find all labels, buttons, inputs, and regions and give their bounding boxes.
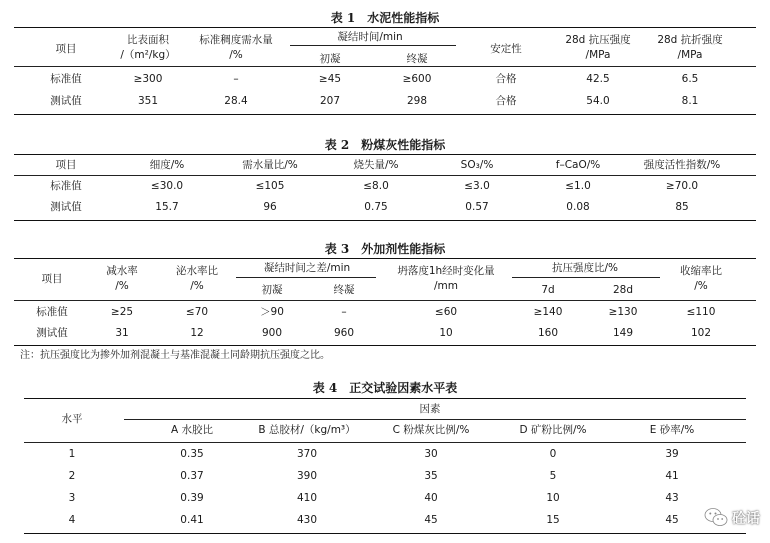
table2-header-loi: 烧失量/% bbox=[353, 159, 399, 171]
table4-title: 表 4 正交试验因素水平表 bbox=[312, 381, 458, 395]
table1-cell: – bbox=[233, 73, 239, 85]
table2-header-water-ratio: 需水量比/% bbox=[242, 159, 298, 171]
table1-header-rule bbox=[14, 66, 756, 67]
table4-cell: 410 bbox=[296, 492, 318, 504]
table4-row-level: 4 bbox=[68, 514, 76, 526]
table3-header-final: 终凝 bbox=[333, 284, 355, 296]
table3-header-setting-diff: 凝结时间之差/min bbox=[263, 262, 351, 274]
table2-cell: ≤3.0 bbox=[464, 180, 490, 192]
table1-row1-label: 标准值 bbox=[50, 73, 82, 85]
table2-title: 表 2 粉煤灰性能指标 bbox=[324, 138, 446, 152]
table4-cell: 5 bbox=[549, 470, 557, 482]
table2-cell: 0.75 bbox=[364, 201, 388, 213]
table2-header-activity: 强度活性指数/% bbox=[643, 159, 721, 171]
table1-cell: 207 bbox=[319, 95, 341, 107]
table2-cell: 15.7 bbox=[155, 201, 179, 213]
table4-header-level: 水平 bbox=[61, 413, 83, 425]
table2-header-fineness: 细度/% bbox=[149, 159, 185, 171]
table3-header-shrinkage: 收缩率比 bbox=[680, 265, 722, 277]
table4-cell: 43 bbox=[665, 492, 679, 504]
wechat-icon bbox=[704, 507, 728, 529]
table1-header-water-demand: 标准稠度需水量 bbox=[199, 34, 273, 46]
table4-cell: 0.35 bbox=[180, 448, 204, 460]
table3-cell: 149 bbox=[612, 327, 634, 339]
table1-cell: 54.0 bbox=[586, 95, 610, 107]
table1-header-comp: 28d 抗压强度 bbox=[565, 34, 631, 46]
table1-cell: ≥600 bbox=[402, 73, 432, 85]
table2-cell: 0.08 bbox=[566, 201, 590, 213]
table2-bottom-rule bbox=[14, 220, 756, 221]
table1-title: 表 1 水泥性能指标 bbox=[330, 11, 440, 25]
table3-cell: 960 bbox=[333, 327, 355, 339]
table4-cell: 40 bbox=[424, 492, 438, 504]
table3-header-rule bbox=[14, 300, 756, 301]
table4-row-level: 3 bbox=[68, 492, 76, 504]
table2-cell: ≤8.0 bbox=[363, 180, 389, 192]
table3-header-slump-loss: 坍落度1h经时变化量 bbox=[397, 265, 495, 277]
table4-cell: 41 bbox=[665, 470, 679, 482]
table3-row2-label: 测试值 bbox=[36, 327, 68, 339]
table2-header-fcao: f–CaO/% bbox=[555, 159, 601, 171]
table1-cell: ≥300 bbox=[133, 73, 163, 85]
table4-top-rule bbox=[24, 398, 746, 399]
table4-header-rule bbox=[24, 442, 746, 443]
table4-header-factor: 因素 bbox=[419, 403, 441, 415]
table4-cell: 45 bbox=[424, 514, 438, 526]
table1-header-ssa: 比表面积 bbox=[127, 34, 169, 46]
table4-cell: 45 bbox=[665, 514, 679, 526]
table4-row-level: 1 bbox=[68, 448, 76, 460]
table4-cell: 430 bbox=[296, 514, 318, 526]
table4-header-b: B 总胶材/（kg/m³） bbox=[258, 424, 356, 436]
table1-cell: 合格 bbox=[495, 73, 517, 85]
table2-header-so3: SO₃/% bbox=[460, 159, 494, 171]
table3-header-bleeding-unit: /% bbox=[190, 280, 204, 292]
table3-cell: ≥140 bbox=[533, 306, 563, 318]
table3-cell: 102 bbox=[690, 327, 712, 339]
table4-header-c: C 粉煤灰比例/% bbox=[392, 424, 470, 436]
table4-cell: 30 bbox=[424, 448, 438, 460]
table1-bottom-rule bbox=[14, 114, 756, 115]
table1-cell: 351 bbox=[137, 95, 159, 107]
table3-header-comp-ratio: 抗压强度比/% bbox=[551, 262, 619, 274]
table3-header-water-reduction: 减水率 bbox=[106, 265, 138, 277]
table1-top-rule bbox=[14, 27, 756, 28]
table3-cell: ≥25 bbox=[110, 306, 134, 318]
table2-header-rule bbox=[14, 175, 756, 176]
table4-cell: 0.37 bbox=[180, 470, 204, 482]
table3-header-initial: 初凝 bbox=[261, 284, 283, 296]
table4-bottom-rule bbox=[24, 533, 746, 534]
table3-cell: – bbox=[341, 306, 347, 318]
watermark bbox=[704, 507, 760, 529]
table3-header-28d: 28d bbox=[612, 284, 634, 296]
table4-header-d: D 矿粉比例/% bbox=[519, 424, 587, 436]
table3-header-bleeding: 泌水率比 bbox=[176, 265, 218, 277]
table3-bottom-rule bbox=[14, 345, 756, 346]
table3-cell: ≤60 bbox=[434, 306, 458, 318]
table4-cell: 0.39 bbox=[180, 492, 204, 504]
table1-header-item: 项目 bbox=[55, 43, 77, 55]
table2-row2-label: 测试值 bbox=[50, 201, 82, 213]
table3-cell: ＞90 bbox=[260, 306, 284, 318]
watermark-label: 砼话 bbox=[732, 511, 760, 527]
table1-cell: 8.1 bbox=[681, 95, 699, 107]
table4-cell: 15 bbox=[546, 514, 560, 526]
table2-cell: 96 bbox=[263, 201, 277, 213]
table2-cell: ≤1.0 bbox=[565, 180, 591, 192]
table3-header-7d: 7d bbox=[541, 284, 555, 296]
table3-header-item: 项目 bbox=[41, 273, 63, 285]
table3-header-slump-loss-unit: /mm bbox=[434, 280, 458, 292]
table4-cell: 35 bbox=[424, 470, 438, 482]
table3-row1-label: 标准值 bbox=[36, 306, 68, 318]
table4-cell: 0 bbox=[549, 448, 557, 460]
table3-top-rule bbox=[14, 258, 756, 259]
table3-cell: ≤70 bbox=[185, 306, 209, 318]
table2-cell: ≤105 bbox=[255, 180, 285, 192]
table2-cell: 85 bbox=[675, 201, 689, 213]
table1-group-rule bbox=[290, 45, 456, 46]
table1-header-ssa-unit: /（m²/kg） bbox=[120, 49, 176, 61]
table3-cell: ≤110 bbox=[686, 306, 716, 318]
table3-title: 表 3 外加剂性能指标 bbox=[324, 242, 446, 256]
table3-cell: 31 bbox=[115, 327, 129, 339]
table2-cell: 0.57 bbox=[465, 201, 489, 213]
table3-cell: 10 bbox=[439, 327, 453, 339]
table4-cell: 0.41 bbox=[180, 514, 204, 526]
table1-header-final: 终凝 bbox=[406, 53, 428, 65]
table1-header-flex: 28d 抗折强度 bbox=[657, 34, 723, 46]
table3-cell: ≥130 bbox=[608, 306, 638, 318]
table3-cell: 160 bbox=[537, 327, 559, 339]
table1-cell: 28.4 bbox=[224, 95, 248, 107]
table2-cell: ≤30.0 bbox=[150, 180, 184, 192]
table4-cell: 390 bbox=[296, 470, 318, 482]
table2-header-item: 项目 bbox=[55, 159, 77, 171]
table4-group-rule bbox=[124, 419, 746, 420]
table4-header-a: A 水胶比 bbox=[170, 424, 214, 436]
table1-header-soundness: 安定性 bbox=[490, 43, 522, 55]
table1-header-water-demand-unit: /% bbox=[229, 49, 243, 61]
table1-header-setting-time: 凝结时间/min bbox=[337, 31, 403, 43]
table1-cell: 298 bbox=[406, 95, 428, 107]
table1-cell: 6.5 bbox=[681, 73, 699, 85]
table1-cell: 合格 bbox=[495, 95, 517, 107]
table1-header-comp-unit: /MPa bbox=[585, 49, 611, 61]
table4-cell: 39 bbox=[665, 448, 679, 460]
table3-header-water-reduction-unit: /% bbox=[115, 280, 129, 292]
table3-header-shrinkage-unit: /% bbox=[694, 280, 708, 292]
table4-cell: 370 bbox=[296, 448, 318, 460]
table1-header-flex-unit: /MPa bbox=[677, 49, 703, 61]
table1-cell: ≥45 bbox=[318, 73, 342, 85]
table3-group-rule-setting bbox=[236, 277, 376, 278]
table4-row-level: 2 bbox=[68, 470, 76, 482]
table4-cell: 10 bbox=[546, 492, 560, 504]
table1-header-initial: 初凝 bbox=[319, 53, 341, 65]
table2-row1-label: 标准值 bbox=[50, 180, 82, 192]
table2-top-rule bbox=[14, 154, 756, 155]
table3-cell: 900 bbox=[261, 327, 283, 339]
table1-row2-label: 测试值 bbox=[50, 95, 82, 107]
table3-cell: 12 bbox=[190, 327, 204, 339]
table2-cell: ≥70.0 bbox=[665, 180, 699, 192]
table3-group-rule-comp bbox=[512, 277, 660, 278]
table4-header-e: E 砂率/% bbox=[649, 424, 695, 436]
table3-note: 注：抗压强度比为掺外加剂混凝土与基准混凝土同龄期抗压强度之比。 bbox=[20, 350, 330, 361]
table1-cell: 42.5 bbox=[586, 73, 610, 85]
